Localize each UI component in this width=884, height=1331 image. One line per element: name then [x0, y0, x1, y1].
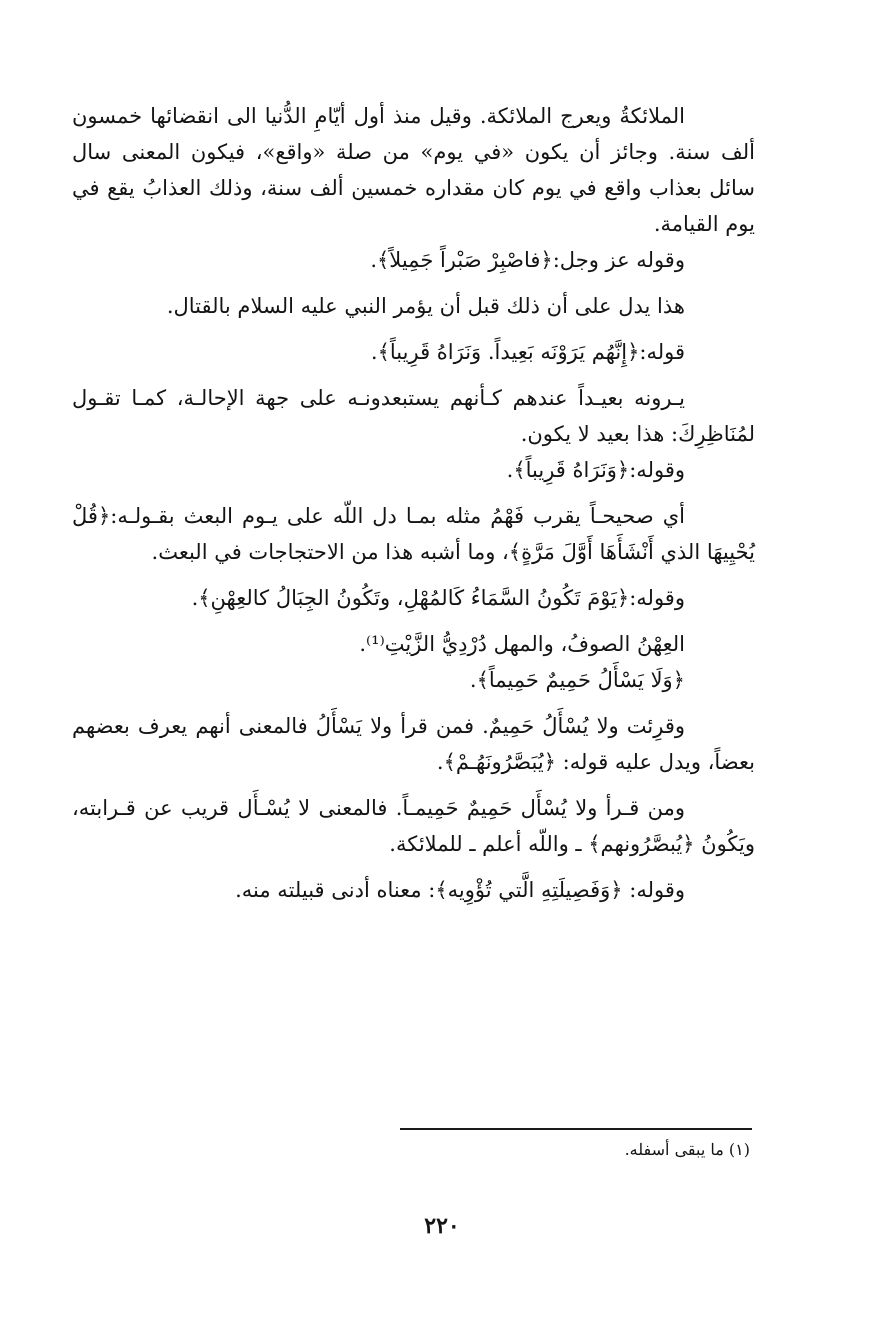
paragraph-commentary-2: هذا يدل على أن ذلك قبل أن يؤمر النبي عليه السلام بالقتال. [166, 294, 685, 318]
page-number: ٢٢٠ [424, 1213, 460, 1239]
paragraph-commentary-4: أي صحيحـاً يقرب فَهْمُ مثله بمـا دل اللّه على يـوم البعث بقـولـه:﴿قُلْ يُحْيِيهَا الذي أَنْشَأَهَا أَوَّلَ مَرَّةٍ﴾، وما أشبه هذا من الاحتجاجات في البعث. [72, 504, 755, 564]
paragraph-commentary-7: ومن قـرأ ولا يُسْأَل حَمِيمٌ حَمِيمـاً. فالمعنى لا يُسْـأَل قريب عن قـرابته، ويَكُونُ ﴿يُبصَّرُونهم﴾ ـ واللّه أعلم ـ للملائكة. [72, 796, 755, 856]
footnote-divider [400, 1128, 752, 1130]
paragraph-verse-kin: وقوله: ﴿وَفَصِيلَتِهِ الَّتي تُؤْوِيه﴾: معناه أدنى قبيلته منه. [235, 878, 685, 902]
paragraph-verse-friend: ﴿وَلَا يَسْأَلُ حَمِيمٌ حَمِيماً﴾. [469, 668, 685, 692]
paragraph-commentary-5: العِهْنُ الصوفُ، والمهل دُرْدِيُّ الزَّيْتِ⁽¹⁾. [359, 632, 685, 656]
paragraph-commentary-6: وقرِئت ولا يُسْأَلُ حَمِيمٌ. فمن قرأ ولا يَسْأَلُ فالمعنى أنهم يعرف بعضهم بعضاً، ويدل عليه قوله: ﴿يُبَصَّرُونَهُـمْ﴾. [72, 714, 755, 774]
paragraph-verse-patience: وقوله عز وجل:﴿فاصْبِرْ صَبْراً جَمِيلاً﴾. [370, 248, 685, 272]
paragraph-verse-near: وقوله:﴿وَنَرَاهُ قَرِيباً﴾. [506, 458, 685, 482]
paragraph-verse-sky: وقوله:﴿يَوْمَ تَكُونُ السَّمَاءُ كَالمُهْلِ، وتَكُونُ الجِبَالُ كالعِهْنِ﴾. [191, 586, 685, 610]
footnote: (١) ما يبقى أسفله. [624, 1140, 750, 1159]
paragraph-commentary-1: الملائكةُ ويعرج الملائكة. وقيل منذ أول أيّامِ الدُّنيا الى انقضائها خمسون ألف سنة. وجائز أن يكون «في يوم» من صلة «واقع»، فيكون المعنى سال سائل بعذاب واقع في يوم كان مقداره خمسين ألف سنة، وذلك العذابُ يقع في يوم القيامة. [72, 104, 755, 236]
paragraph-commentary-3: يـرونه بعيـداً عندهم كـأنهم يستبعدونـه على جهة الإحالـة، كمـا تقـول لمُنَاظِرِكَ: هذا بعيد لا يكون. [72, 386, 755, 446]
main-text [72, 98, 755, 908]
paragraph-verse-far-near: قوله:﴿إِنَّهُم يَرَوْنَه بَعِيداً. وَنَرَاهُ قَرِيباً﴾. [370, 340, 685, 364]
